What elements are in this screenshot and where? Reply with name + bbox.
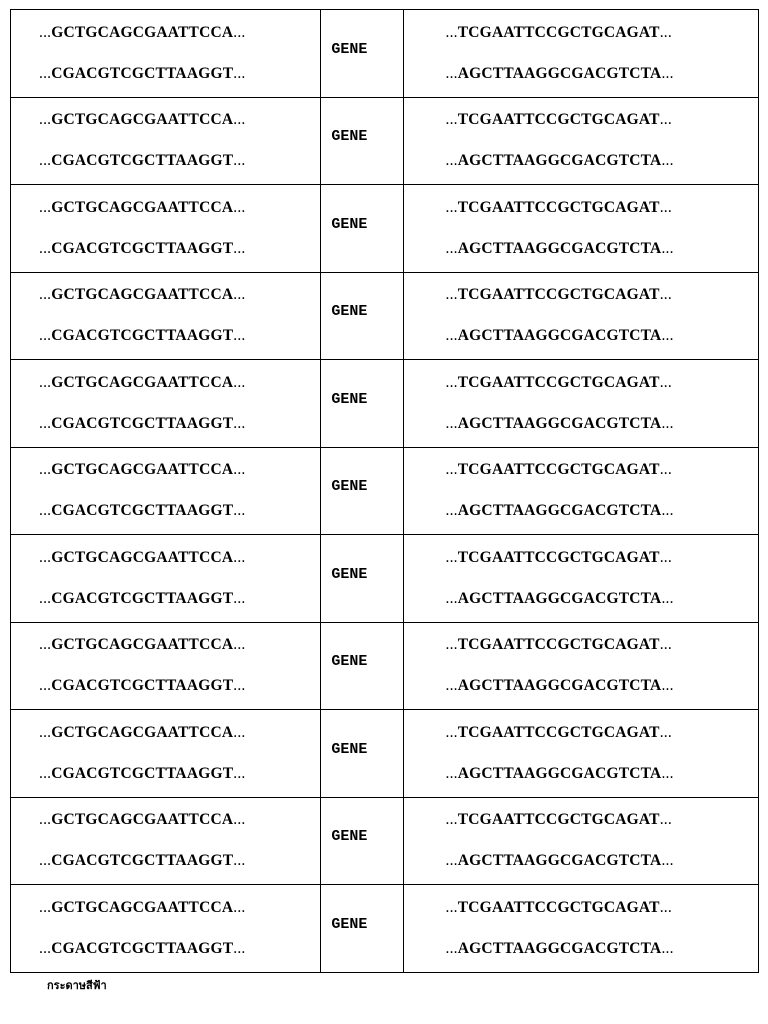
right-top-sequence (404, 373, 758, 393)
trailing-ellipsis: ... (233, 373, 246, 391)
left-bottom-sequence (11, 676, 320, 696)
left-bottom-sequence (11, 939, 320, 959)
trailing-ellipsis: ... (661, 327, 674, 345)
trailing-ellipsis: ... (661, 64, 674, 82)
leading-ellipsis: ... (39, 723, 52, 741)
left-strand-cell (11, 885, 321, 973)
left-top-sequence (11, 285, 320, 305)
leading-ellipsis: ... (39, 111, 52, 129)
left-top-sequence (11, 635, 320, 655)
leading-ellipsis: ... (445, 111, 458, 129)
sequence-letters: CGACGTCGCTTAAGGT (51, 502, 234, 520)
right-strand-cell (403, 535, 758, 623)
trailing-ellipsis: ... (659, 548, 672, 566)
leading-ellipsis: ... (445, 589, 458, 607)
sequence-letters: TCGAATTCCGCTGCAGAT (457, 111, 660, 129)
right-strand-cell (403, 710, 758, 798)
table-row (11, 360, 759, 448)
sequence-letters: GCTGCAGCGAATTCCA (51, 723, 234, 741)
left-bottom-sequence (11, 851, 320, 871)
leading-ellipsis: ... (39, 198, 52, 216)
gene-label: GENE (331, 828, 368, 846)
leading-ellipsis: ... (39, 589, 52, 607)
trailing-ellipsis: ... (233, 414, 246, 432)
trailing-ellipsis: ... (233, 939, 246, 957)
gene-cell (321, 447, 403, 535)
sequence-letters: GCTGCAGCGAATTCCA (51, 373, 234, 391)
leading-ellipsis: ... (445, 239, 458, 257)
left-top-sequence (11, 898, 320, 918)
left-strand-cell (11, 710, 321, 798)
trailing-ellipsis: ... (233, 64, 246, 82)
left-top-sequence (11, 548, 320, 568)
left-top-sequence (11, 373, 320, 393)
trailing-ellipsis: ... (233, 327, 246, 345)
right-bottom-sequence (404, 939, 758, 959)
leading-ellipsis: ... (39, 327, 52, 345)
trailing-ellipsis: ... (661, 677, 674, 695)
gene-cell (321, 97, 403, 185)
sequence-letters: CGACGTCGCTTAAGGT (51, 152, 234, 170)
trailing-ellipsis: ... (233, 461, 246, 479)
leading-ellipsis: ... (445, 811, 458, 829)
sheet-body (11, 10, 759, 973)
left-strand-cell (11, 535, 321, 623)
sequence-letters: CGACGTCGCTTAAGGT (51, 239, 234, 257)
sequence-letters: GCTGCAGCGAATTCCA (51, 286, 234, 304)
trailing-ellipsis: ... (661, 152, 674, 170)
trailing-ellipsis: ... (661, 414, 674, 432)
sequence-letters: AGCTTAAGGCGACGTCTA (457, 64, 662, 82)
right-top-sequence (404, 635, 758, 655)
trailing-ellipsis: ... (659, 636, 672, 654)
left-bottom-sequence (11, 414, 320, 434)
sequence-letters: GCTGCAGCGAATTCCA (51, 111, 234, 129)
sequence-letters: AGCTTAAGGCGACGTCTA (457, 327, 662, 345)
left-top-sequence (11, 723, 320, 743)
right-strand-cell (403, 885, 758, 973)
right-top-sequence (404, 23, 758, 43)
gene-cell (321, 797, 403, 885)
leading-ellipsis: ... (445, 23, 458, 41)
dna-cutout-sheet (10, 9, 759, 973)
trailing-ellipsis: ... (233, 723, 246, 741)
sequence-letters: GCTGCAGCGAATTCCA (51, 811, 234, 829)
right-strand-cell (403, 10, 758, 98)
sequence-letters: GCTGCAGCGAATTCCA (51, 461, 234, 479)
trailing-ellipsis: ... (233, 111, 246, 129)
gene-cell (321, 10, 403, 98)
trailing-ellipsis: ... (233, 548, 246, 566)
gene-label: GENE (331, 740, 368, 758)
sequence-letters: GCTGCAGCGAATTCCA (51, 198, 234, 216)
leading-ellipsis: ... (39, 852, 52, 870)
leading-ellipsis: ... (39, 152, 52, 170)
right-bottom-sequence (404, 64, 758, 84)
sequence-letters: AGCTTAAGGCGACGTCTA (457, 239, 662, 257)
sequence-letters: GCTGCAGCGAATTCCA (51, 23, 234, 41)
leading-ellipsis: ... (39, 811, 52, 829)
table-row (11, 710, 759, 798)
gene-label: GENE (331, 915, 368, 933)
leading-ellipsis: ... (39, 286, 52, 304)
table-row (11, 272, 759, 360)
sequence-letters: TCGAATTCCGCTGCAGAT (457, 548, 660, 566)
right-top-sequence (404, 810, 758, 830)
table-row (11, 97, 759, 185)
right-strand-cell (403, 185, 758, 273)
left-bottom-sequence (11, 589, 320, 609)
gene-label: GENE (331, 303, 368, 321)
trailing-ellipsis: ... (659, 373, 672, 391)
right-bottom-sequence (404, 501, 758, 521)
sequence-letters: CGACGTCGCTTAAGGT (51, 327, 234, 345)
sequence-letters: TCGAATTCCGCTGCAGAT (457, 723, 660, 741)
trailing-ellipsis: ... (661, 852, 674, 870)
table-row (11, 10, 759, 98)
left-bottom-sequence (11, 151, 320, 171)
gene-label: GENE (331, 40, 368, 58)
sequence-letters: TCGAATTCCGCTGCAGAT (457, 461, 660, 479)
gene-label: GENE (331, 128, 368, 146)
trailing-ellipsis: ... (233, 286, 246, 304)
right-bottom-sequence (404, 764, 758, 784)
right-top-sequence (404, 198, 758, 218)
trailing-ellipsis: ... (233, 23, 246, 41)
left-strand-cell (11, 10, 321, 98)
right-strand-cell (403, 360, 758, 448)
sequence-letters: GCTGCAGCGAATTCCA (51, 898, 234, 916)
trailing-ellipsis: ... (661, 239, 674, 257)
gene-cell (321, 185, 403, 273)
trailing-ellipsis: ... (233, 764, 246, 782)
sequence-letters: AGCTTAAGGCGACGTCTA (457, 589, 662, 607)
sequence-letters: AGCTTAAGGCGACGTCTA (457, 152, 662, 170)
gene-label: GENE (331, 478, 368, 496)
left-top-sequence (11, 198, 320, 218)
sequence-letters: AGCTTAAGGCGACGTCTA (457, 764, 662, 782)
leading-ellipsis: ... (445, 764, 458, 782)
leading-ellipsis: ... (445, 152, 458, 170)
trailing-ellipsis: ... (661, 764, 674, 782)
leading-ellipsis: ... (445, 677, 458, 695)
right-top-sequence (404, 548, 758, 568)
leading-ellipsis: ... (39, 764, 52, 782)
right-strand-cell (403, 272, 758, 360)
right-strand-cell (403, 797, 758, 885)
sequence-letters: TCGAATTCCGCTGCAGAT (457, 898, 660, 916)
sequence-letters: CGACGTCGCTTAAGGT (51, 677, 234, 695)
left-top-sequence (11, 810, 320, 830)
trailing-ellipsis: ... (233, 198, 246, 216)
leading-ellipsis: ... (445, 502, 458, 520)
left-top-sequence (11, 23, 320, 43)
leading-ellipsis: ... (445, 286, 458, 304)
trailing-ellipsis: ... (233, 811, 246, 829)
gene-label: GENE (331, 653, 368, 671)
left-top-sequence (11, 460, 320, 480)
leading-ellipsis: ... (445, 198, 458, 216)
leading-ellipsis: ... (445, 548, 458, 566)
sequence-letters: CGACGTCGCTTAAGGT (51, 589, 234, 607)
right-bottom-sequence (404, 676, 758, 696)
trailing-ellipsis: ... (233, 677, 246, 695)
trailing-ellipsis: ... (659, 898, 672, 916)
left-bottom-sequence (11, 64, 320, 84)
right-bottom-sequence (404, 414, 758, 434)
left-bottom-sequence (11, 764, 320, 784)
trailing-ellipsis: ... (233, 239, 246, 257)
right-top-sequence (404, 110, 758, 130)
leading-ellipsis: ... (39, 239, 52, 257)
leading-ellipsis: ... (39, 64, 52, 82)
sequence-letters: TCGAATTCCGCTGCAGAT (457, 811, 660, 829)
trailing-ellipsis: ... (233, 589, 246, 607)
sequence-letters: AGCTTAAGGCGACGTCTA (457, 852, 662, 870)
sequence-letters: AGCTTAAGGCGACGTCTA (457, 939, 662, 957)
left-top-sequence (11, 110, 320, 130)
right-strand-cell (403, 97, 758, 185)
gene-label: GENE (331, 565, 368, 583)
gene-cell (321, 885, 403, 973)
left-strand-cell (11, 622, 321, 710)
leading-ellipsis: ... (39, 636, 52, 654)
leading-ellipsis: ... (445, 636, 458, 654)
table-row (11, 797, 759, 885)
left-bottom-sequence (11, 239, 320, 259)
trailing-ellipsis: ... (233, 852, 246, 870)
sequence-letters: CGACGTCGCTTAAGGT (51, 64, 234, 82)
paper-color-caption: กระดาษสีฟ้า (47, 979, 107, 992)
table-row (11, 885, 759, 973)
leading-ellipsis: ... (445, 414, 458, 432)
sequence-letters: CGACGTCGCTTAAGGT (51, 764, 234, 782)
gene-cell (321, 622, 403, 710)
gene-cell (321, 710, 403, 798)
right-top-sequence (404, 285, 758, 305)
sequence-letters: TCGAATTCCGCTGCAGAT (457, 636, 660, 654)
left-strand-cell (11, 272, 321, 360)
table-row (11, 185, 759, 273)
left-strand-cell (11, 97, 321, 185)
leading-ellipsis: ... (445, 898, 458, 916)
leading-ellipsis: ... (445, 723, 458, 741)
leading-ellipsis: ... (445, 461, 458, 479)
trailing-ellipsis: ... (659, 198, 672, 216)
left-bottom-sequence (11, 326, 320, 346)
gene-label: GENE (331, 215, 368, 233)
trailing-ellipsis: ... (659, 811, 672, 829)
sequence-letters: AGCTTAAGGCGACGTCTA (457, 677, 662, 695)
trailing-ellipsis: ... (233, 636, 246, 654)
left-bottom-sequence (11, 501, 320, 521)
table-row (11, 447, 759, 535)
trailing-ellipsis: ... (661, 589, 674, 607)
leading-ellipsis: ... (39, 373, 52, 391)
left-strand-cell (11, 185, 321, 273)
trailing-ellipsis: ... (233, 502, 246, 520)
trailing-ellipsis: ... (661, 502, 674, 520)
trailing-ellipsis: ... (233, 152, 246, 170)
right-top-sequence (404, 723, 758, 743)
leading-ellipsis: ... (445, 373, 458, 391)
leading-ellipsis: ... (445, 327, 458, 345)
right-bottom-sequence (404, 851, 758, 871)
sequence-letters: GCTGCAGCGAATTCCA (51, 636, 234, 654)
leading-ellipsis: ... (445, 939, 458, 957)
trailing-ellipsis: ... (659, 286, 672, 304)
table-row (11, 622, 759, 710)
sequence-letters: TCGAATTCCGCTGCAGAT (457, 373, 660, 391)
leading-ellipsis: ... (445, 64, 458, 82)
sequence-letters: TCGAATTCCGCTGCAGAT (457, 198, 660, 216)
leading-ellipsis: ... (39, 548, 52, 566)
right-bottom-sequence (404, 326, 758, 346)
trailing-ellipsis: ... (659, 723, 672, 741)
left-strand-cell (11, 797, 321, 885)
sequence-letters: CGACGTCGCTTAAGGT (51, 414, 234, 432)
leading-ellipsis: ... (445, 852, 458, 870)
leading-ellipsis: ... (39, 898, 52, 916)
leading-ellipsis: ... (39, 461, 52, 479)
trailing-ellipsis: ... (659, 111, 672, 129)
right-strand-cell (403, 447, 758, 535)
sequence-letters: AGCTTAAGGCGACGTCTA (457, 414, 662, 432)
right-strand-cell (403, 622, 758, 710)
right-bottom-sequence (404, 239, 758, 259)
gene-label: GENE (331, 390, 368, 408)
left-strand-cell (11, 360, 321, 448)
sequence-letters: CGACGTCGCTTAAGGT (51, 939, 234, 957)
right-bottom-sequence (404, 151, 758, 171)
leading-ellipsis: ... (39, 414, 52, 432)
leading-ellipsis: ... (39, 23, 52, 41)
gene-cell (321, 535, 403, 623)
leading-ellipsis: ... (39, 502, 52, 520)
left-strand-cell (11, 447, 321, 535)
right-top-sequence (404, 460, 758, 480)
trailing-ellipsis: ... (661, 939, 674, 957)
sequence-letters: AGCTTAAGGCGACGTCTA (457, 502, 662, 520)
table-row (11, 535, 759, 623)
right-bottom-sequence (404, 589, 758, 609)
gene-cell (321, 272, 403, 360)
sequence-letters: CGACGTCGCTTAAGGT (51, 852, 234, 870)
leading-ellipsis: ... (39, 939, 52, 957)
sequence-letters: TCGAATTCCGCTGCAGAT (457, 23, 660, 41)
trailing-ellipsis: ... (659, 23, 672, 41)
right-top-sequence (404, 898, 758, 918)
leading-ellipsis: ... (39, 677, 52, 695)
trailing-ellipsis: ... (233, 898, 246, 916)
sequence-letters: TCGAATTCCGCTGCAGAT (457, 286, 660, 304)
sequence-letters: GCTGCAGCGAATTCCA (51, 548, 234, 566)
trailing-ellipsis: ... (659, 461, 672, 479)
gene-cell (321, 360, 403, 448)
